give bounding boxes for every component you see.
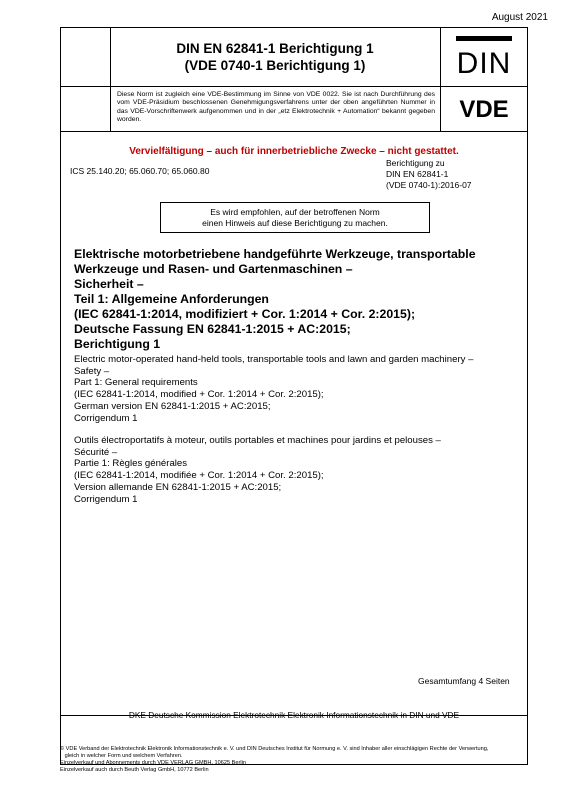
title-line: Werkzeuge und Rasen- und Gartenmaschinen –: [74, 262, 353, 276]
title-line: (IEC 62841-1:2014, modified + Cor. 1:2014 + Cor. 2:2015);: [74, 389, 324, 401]
title-line: Elektrische motorbetriebene handgeführte Werkzeuge, transportable: [74, 247, 476, 261]
title-line: Part 1: General requirements: [74, 377, 198, 389]
footer-line: Einzelverkauf auch durch Beuth Verlag GmbH, 10772 Berlin: [60, 767, 209, 773]
divider: [60, 86, 527, 87]
din-logo: [456, 36, 512, 78]
title-line: Safety –: [74, 365, 110, 377]
title-line: (IEC 62841-1:2014, modifiée + Cor. 1:2014 + Cor. 2:2015);: [74, 470, 324, 482]
hint-line: einen Hinweis auf diese Berichtigung zu machen.: [202, 217, 388, 228]
title-line: (IEC 62841-1:2014, modifiziert + Cor. 1:2014 + Cor. 2:2015);: [74, 307, 416, 321]
footer-line: © VDE Verband der Elektrotechnik Elektronik Informationstechnik e. V. und DIN Deutsches Institut für Normung e. V. sind Inhaber aller einschlägigen Rechte der Verwertung,: [60, 746, 489, 752]
title-line: Sicherheit –: [74, 277, 144, 291]
correction-edition: (VDE 0740-1):2016-07: [386, 180, 472, 190]
ics-codes: ICS 25.140.20; 65.060.70; 65.060.80: [70, 166, 210, 176]
copyright-footer: [60, 746, 540, 774]
title-line: Outils électroportatifs à moteur, outils portables et machines pour jardins et pelouses –: [74, 435, 441, 446]
document-number-vde: (VDE 0740-1 Berichtigung 1): [184, 58, 366, 73]
document-number-din: DIN EN 62841-1 Berichtigung 1: [176, 41, 374, 56]
title-line: Berichtigung 1: [74, 337, 161, 351]
vde-logo: [446, 95, 522, 121]
page-count: Gesamtumfang 4 Seiten: [418, 676, 510, 686]
hint-line: Es wird empfohlen, auf der betroffenen Norm: [210, 206, 380, 217]
title-line: Sécurité –: [74, 446, 118, 458]
divider: [440, 28, 441, 131]
footer-line: Einzelverkauf und Abonnements durch VDE VERLAG GMBH, 10625 Berlin: [60, 760, 246, 766]
title-line: Corrigendum 1: [74, 493, 138, 505]
title-line: German version EN 62841-1:2015 + AC:2015;: [74, 400, 271, 412]
hint-box: [160, 202, 430, 233]
title-line: Deutsche Fassung EN 62841-1:2015 + AC:2015;: [74, 322, 351, 336]
publication-date: August 2021: [491, 12, 548, 23]
copy-warning: Vervielfältigung – auch für innerbetriebliche Zwecke – nicht gestattet.: [129, 146, 459, 157]
title-french: [74, 435, 524, 505]
title-line: Corrigendum 1: [74, 412, 138, 424]
correction-reference: [386, 158, 472, 191]
correction-label: Berichtigung zu: [386, 158, 445, 168]
dke-line: DKE Deutsche Kommission Elektrotechnik Elektronik Informationstechnik in DIN und VDE: [128, 710, 460, 720]
title-line: Version allemande EN 62841-1:2015 + AC:2015;: [74, 481, 282, 493]
divider: [60, 131, 527, 132]
footer-line: gleich in welcher Form und welchem Verfahren.: [60, 753, 183, 759]
title-line: Electric motor-operated hand-held tools, transportable tools and lawn and garden machinery –: [74, 354, 474, 365]
din-logo-text: DIN: [456, 47, 512, 78]
title-german: [74, 247, 524, 352]
title-english: [74, 354, 524, 424]
correction-standard: DIN EN 62841-1: [386, 169, 449, 179]
vde-logo-text: VDE: [459, 96, 509, 121]
title-line: Teil 1: Allgemeine Anforderungen: [74, 292, 269, 306]
vde-notice: Diese Norm ist zugleich eine VDE-Bestimmung im Sinne von VDE 0022. Sie ist nach Durchführung des vom VDE-Präsidium beschlossenen Genehmigungsverfahrens unter der oben angeführten Nummer in das VDE-Vorschriftenwerk aufgenommen und in der „etz Elektrotechnik + Automation“ bekannt gegeben worden.: [117, 91, 435, 123]
document-number: [110, 28, 440, 86]
title-line: Partie 1: Règles générales: [74, 458, 188, 470]
